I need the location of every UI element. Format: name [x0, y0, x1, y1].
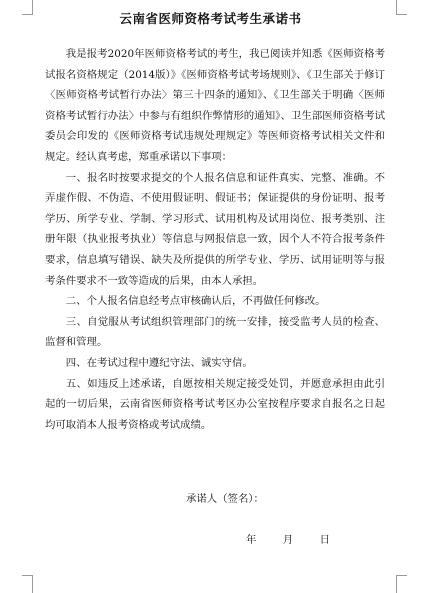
paragraph-item-1: 一、报名时按要求提交的个人报名信息和证件真实、完整、准确。不弄虚作假、不伪造、不使用假证明、假证书；保证提供的身份证明、报考学历、所学专业、学制、学习形式、试用机构及试用岗位、报考类别、注册年限（执业报考执业）等信息与网报信息一致，因个人不符合报考条件要求，信息填写错误、缺失及所提供的所学专业、学历、试用证明等与报考条件要求不一致等造成的后果，由本人承担。: [45, 171, 385, 287]
paragraph-item-4: 四、在考试过程中遵纪守法、诚实守信。: [65, 356, 253, 369]
crop-mark-bottom-left: [22, 575, 33, 593]
paragraph-item-5: 五、如违反上述承诺，自愿按相关规定接受处罚，并愿意承担由此引起的一切后果，云南省医师资格考试考区办公室按程序要求自报名之日起均可取消本人报考资格或考试成绩。: [45, 377, 385, 431]
document-body: [45, 44, 385, 435]
date-line: [246, 531, 330, 546]
crop-mark-bottom-right: [396, 575, 407, 593]
paragraph-item-3: 三、自觉服从考试组织管理部门的统一安排，接受监考人员的检查、监督和管理。: [45, 315, 385, 349]
signature-label: 承诺人（签名）：: [186, 493, 264, 505]
date-day-label: 日: [319, 534, 331, 546]
paragraph-item-2: 二、个人报名信息经考点审核确认后，不再做任何修改。: [65, 295, 326, 308]
document-title: 云南省医师资格考试考生承诺书: [119, 11, 302, 26]
paragraph-intro: 我是报考2020年医师资格考试的考生，我已阅读并知悉《医师资格考试报名资格规定（2014版）》《医师资格考试考场规则》、《卫生部关于修订〈医师资格考试暂行办法〉第三十四条的通知》、《卫生部关于明确〈医师资格考试暂行办法〉中参与有组织作弊情形的通知》、卫生部医师资格考试委员会印发的《医师资格考试违规处理规定》等医师资格考试相关文件和规定。经认真考虑，郑重承诺以下事项：: [45, 48, 385, 163]
date-year-label: 年: [246, 534, 257, 546]
date-month-label: 月: [282, 534, 294, 546]
